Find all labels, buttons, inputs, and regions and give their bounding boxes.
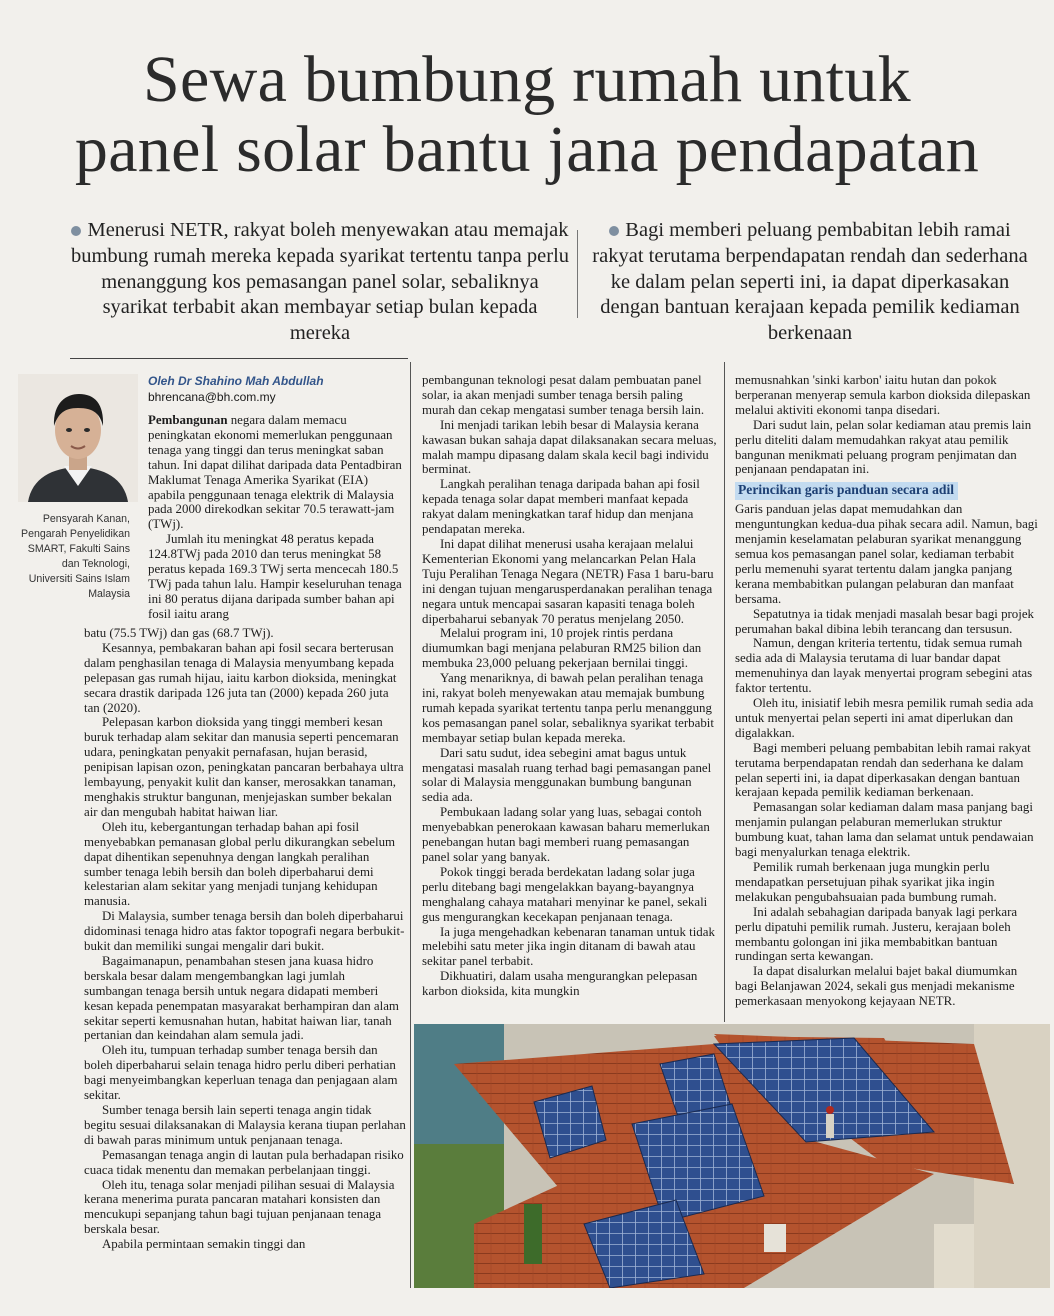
deck-left-text: Menerusi NETR, rakyat boleh menyewakan atau memajak bumbung rumah mereka kepada syarikat tertentu tanpa perlu menanggung kos pemasangan panel solar, sebaliknya syarikat terbabit akan membayar setiap bulan kepada mereka — [70, 219, 570, 345]
article-paragraph: Oleh itu, inisiatif lebih mesra pemilik rumah sedia ada untuk menyertai pelan seperti ini amat diperlukan dan digalakkan. — [735, 696, 1034, 740]
article-paragraph: Garis panduan jelas dapat memudahkan dan menguntungkan kedua-dua pihak secara adil. Namun, bagi menjamin keselamatan pelaburan syarikat menanggung semua kos pemasangan panel solar, kediaman terbabit perlu memenuhi syarat tertentu dalam jangka panjang kerana membabitkan pulangan pelaburan dan manfaat bersama. — [735, 502, 1038, 606]
article-paragraph: Pemasangan solar kediaman dalam masa panjang bagi menjamin pulangan pelaburan memerlukan struktur bumbung kuat, tahan lama dan selamat untuk pendawaian bagi menyalurkan tenaga elektrik. — [735, 800, 1034, 860]
lead-word: Pembangunan — [148, 413, 228, 427]
article-column-1 — [84, 626, 406, 1252]
article-paragraph: Kesannya, pembakaran bahan api fosil secara berterusan dalam penghasilan tenaga di Malaysia menyumbang kepada pelepasan gas rumah hijau, iaitu karbon dioksida, meningkat secara drastik daripada 126 juta tan (2000) kepada 260 juta tan (2020). — [84, 640, 397, 715]
headline-line2: panel solar bantu jana pendapatan — [74, 112, 980, 186]
author-caption: Pensyarah Kanan, Pengarah Penyelidikan SMART, Fakulti Sains dan Teknologi, Universiti Sains Islam Malaysia — [21, 513, 130, 601]
article-column-3 — [735, 373, 1041, 1009]
article-paragraph: Dari sudut lain, pelan solar kediaman atau premis lain perlu diteliti dalam memudahkan rakyat atau pemilik bangunan menikmati peluang program penjimatan dan penjanaan pendapatan ini. — [735, 417, 1032, 477]
article-paragraph: memusnahkan 'sinki karbon' iaitu hutan dan pokok berperanan menyerap semula karbon dioksida dilepaskan melalui aktiviti ekonomi tanpa disedari. — [735, 373, 1031, 417]
article-paragraph: Pemilik rumah berkenaan juga mungkin perlu mendapatkan persetujuan pihak syarikat jika ingin melakukan pengubahsuaian pada bumbung rumah. — [735, 860, 997, 904]
article-paragraph: Langkah peralihan tenaga daripada bahan api fosil kepada tenaga solar dapat memberi manfaat kepada rakyat dalam meningkatkan taraf hidup dan menjana pendapatan mereka. — [422, 477, 700, 537]
deck-right-text: Bagi memberi peluang pembabitan lebih ramai rakyat terutama berpendapatan rendah dan sederhana ke dalam pelan seperti ini, ia dapat diperkasakan dengan bantuan kerajaan kepada pemilik kediaman berkenaan — [592, 219, 1028, 345]
article-paragraph: Pemasangan tenaga angin di lautan pula berhadapan risiko cuaca tidak menentu dan memakan perbelanjaan tinggi. — [84, 1147, 404, 1177]
article-paragraph: Di Malaysia, sumber tenaga bersih dan boleh diperbaharui didominasi tenaga hidro atas faktor topografi negara berbukit-bukit dan memiliki sungai mengalir dari bukit. — [84, 909, 405, 954]
article-paragraph: Ia dapat disalurkan melalui bajet bakal diumumkan bagi Belanjawan 2024, sekali gus menjadi mekanisme pemerkasaan menyokong kejayaan NETR. — [735, 964, 1018, 1009]
article-paragraph: Bagaimanapun, penambahan stesen jana kuasa hidro berskala besar dalam mengembangkan lagi jumlah sumbangan tenaga bersih untuk negara didapati memberi kesan kepada penempatan masyarakat berhampiran dan alam sekitar seperti kemusnahan hutan, habitat haiwan liar, tanah pertanian dan keindahan alam semula jadi. — [84, 953, 399, 1043]
article-paragraph: Ini adalah sebahagian daripada banyak lagi perkara perlu dipatuhi pemilik rumah. Justeru, kerajaan boleh membantu golongan ini jika membabitkan bantuan rundingan serta kewangan. — [735, 904, 1018, 964]
bullet-dot-icon — [71, 226, 81, 236]
article-paragraph: Pokok tinggi berada berdekatan ladang solar juga perlu ditebang bagi mengelakkan bayang-bayangnya menghalang cahaya matahari menyinar ke panel, sekali gus mengurangkan kecekapan penjanaan tenaga. — [422, 864, 708, 924]
article-paragraph: Oleh itu, tumpuan terhadap sumber tenaga bersih dan boleh diperbaharui selain tenaga hidro perlu diberi perhatian bagi menyeimbangkan keperluan tenaga dan penjagaan alam sekitar. — [84, 1043, 398, 1103]
article-paragraph: Melalui program ini, 10 projek rintis perdana diumumkan bagi menjana pelaburan RM25 bilion dan membuka 23,000 peluang pekerjaan bernilai tinggi. — [422, 626, 702, 671]
article-paragraph: Dikhuatiri, dalam usaha mengurangkan pelepasan karbon dioksida, kita mungkin — [422, 969, 698, 999]
headline — [20, 45, 1034, 185]
article-paragraph: Pembangunan negara dalam memacu peningkatan ekonomi memerlukan penggunaan tenaga yang tinggi dan terus meningkat saban tahun. Ini dapat dilihat daripada data Pentadbiran Maklumat Tenaga Amerika Syarikat (EIA) apabila penggunaan tenaga elektrik di Malaysia pada 2000 direkodkan sekitar 70.5 terawatt-jam (TWj). — [148, 413, 402, 532]
deck-divider — [577, 230, 578, 318]
article-paragraph: Ini dapat dilihat menerusi usaha kerajaan melalui Kementerian Ekonomi yang melancarkan Pelan Hala Tuju Peralihan Tenaga Negara (NETR) Fasa 1 baru-baru ini dengan tujuan mengarusperdanakan peralihan tenaga negara untuk mencapai sasaran kapasiti tenaga boleh diperbaharui sebanyak 70 peratus menjelang 2050. — [422, 536, 714, 626]
column-divider — [410, 362, 411, 1288]
article-paragraph: Jumlah itu meningkat 48 peratus kepada 124.8TWj pada 2010 dan terus meningkat 58 peratus kepada 169.3 TWj serta mencecah 180.5 TWj pada tahun lalu. Hampir keseluruhan tenaga ini 80 peratus dijana daripada sumber bahan api fosil iaitu arang — [148, 532, 402, 621]
article-paragraph: Oleh itu, tenaga solar menjadi pilihan sesuai di Malaysia kerana menerima purata pancaran matahari konsisten dan mencukupi sepanjang tahun bagi tujuan penjanaan tenaga berskala besar. — [84, 1177, 395, 1237]
article-paragraph: Sumber tenaga bersih lain seperti tenaga angin tidak begitu sesuai dilaksanakan di Malaysia kerana tiupan perlahan di bawah paras minimum untuk penjanaan tenaga. — [84, 1103, 406, 1147]
article-paragraph: Ia juga mengehadkan kebenaran tanaman untuk tidak melebihi satu meter jika ingin ditanam di bawah atau sekitar panel terbabit. — [422, 924, 715, 969]
rooftop-solar-photo — [414, 1024, 1050, 1288]
section-subheading: Perincikan garis panduan secara adil — [735, 482, 958, 500]
deck-right — [590, 218, 1030, 347]
author-photo — [18, 374, 138, 502]
column-divider — [724, 362, 725, 1022]
article-column-2 — [422, 373, 718, 999]
article-paragraph: Pelepasan karbon dioksida yang tinggi memberi kesan buruk terhadap alam sekitar dan manusia seperti pencemaran udara, peningkatan penyakit pernafasan, hujan berasid, penipisan lapisan ozon, peningkatan pancaran berbahaya ultra lembayung, penyakit kulit dan kanser, merosakkan tanaman, menghakis struktur bangunan, menjejaskan sumber bekalan air dan mengubah habitat haiwan liar. — [84, 715, 404, 819]
article-paragraph: Ini menjadi tarikan lebih besar di Malaysia kerana kawasan bukan sahaja dapat dilaksanakan secara meluas, malah mampu dipasang dalam skala kecil bagi individu berminat. — [422, 417, 717, 477]
article-paragraph: Bagi memberi peluang pembabitan lebih ramai rakyat terutama berpendapatan rendah dan sederhana ke dalam pelan seperti ini, ia dapat diperkasakan dengan bantuan kerajaan kepada pemilik kediaman berkenaan. — [735, 740, 1031, 800]
article-paragraph: Sepatutnya ia tidak menjadi masalah besar bagi projek perumahan bakal dibina lebih terancang dan tersusun. — [735, 606, 1034, 636]
article-paragraph: Dari satu sudut, idea sebegini amat bagus untuk mengatasi masalah ruang terhad bagi pemasangan panel solar di Malaysia menggunakan bumbung bangunan sedia ada. — [422, 745, 712, 805]
headline-line1: Sewa bumbung rumah untuk — [143, 43, 911, 116]
deck-left — [70, 218, 570, 347]
article-paragraph: Namun, dengan kriteria tertentu, tidak semua rumah sedia ada di Malaysia terutama di luar bandar dapat memenuhinya dan layak menyertai program sebegini atas faktor tertentu. — [735, 636, 1033, 696]
article-paragraph: Apabila permintaan semakin tinggi dan — [102, 1237, 306, 1252]
article-paragraph: pembangunan teknologi pesat dalam pembuatan panel solar, ia akan menjadi sumber tenaga bersih paling murah dan cekap mengatasi sumber tenaga bersih lain. — [422, 373, 705, 417]
bullet-dot-icon — [609, 226, 619, 236]
article-paragraph: Oleh itu, kebergantungan terhadap bahan api fosil menyebabkan pemanasan global perlu dikurangkan sebelum dapat dihentikan sepenuhnya dengan langkah peralihan sumber tenaga lebih bersih dan boleh diperbaharui demi kelestarian alam sekitar yang menjadi tunjang kehidupan manusia. — [84, 819, 396, 909]
author-email[interactable]: bhrencana@bh.com.my — [148, 390, 276, 405]
top-rule — [70, 358, 408, 359]
article-paragraph: Yang menariknya, di bawah pelan peralihan tenaga ini, rakyat boleh menyewakan atau memajak bumbung rumah kepada syarikat tertentu tanpa perlu menanggung kos pemasangan panel solar, sebaliknya syarikat terbabit membayar setiap bulan kepada mereka. — [422, 671, 714, 745]
author-name: Oleh Dr Shahino Mah Abdullah — [148, 374, 324, 388]
article-paragraph: batu (75.5 TWj) dan gas (68.7 TWj). — [84, 626, 274, 640]
article-paragraph: Pembukaan ladang solar yang luas, sebagai contoh menyebabkan penerokaan kawasan baharu memerlukan penebangan hutan bagi memberi ruang pemasangan panel solar yang banyak. — [422, 805, 710, 864]
article-column-1-top — [148, 413, 404, 622]
byline — [148, 373, 408, 405]
